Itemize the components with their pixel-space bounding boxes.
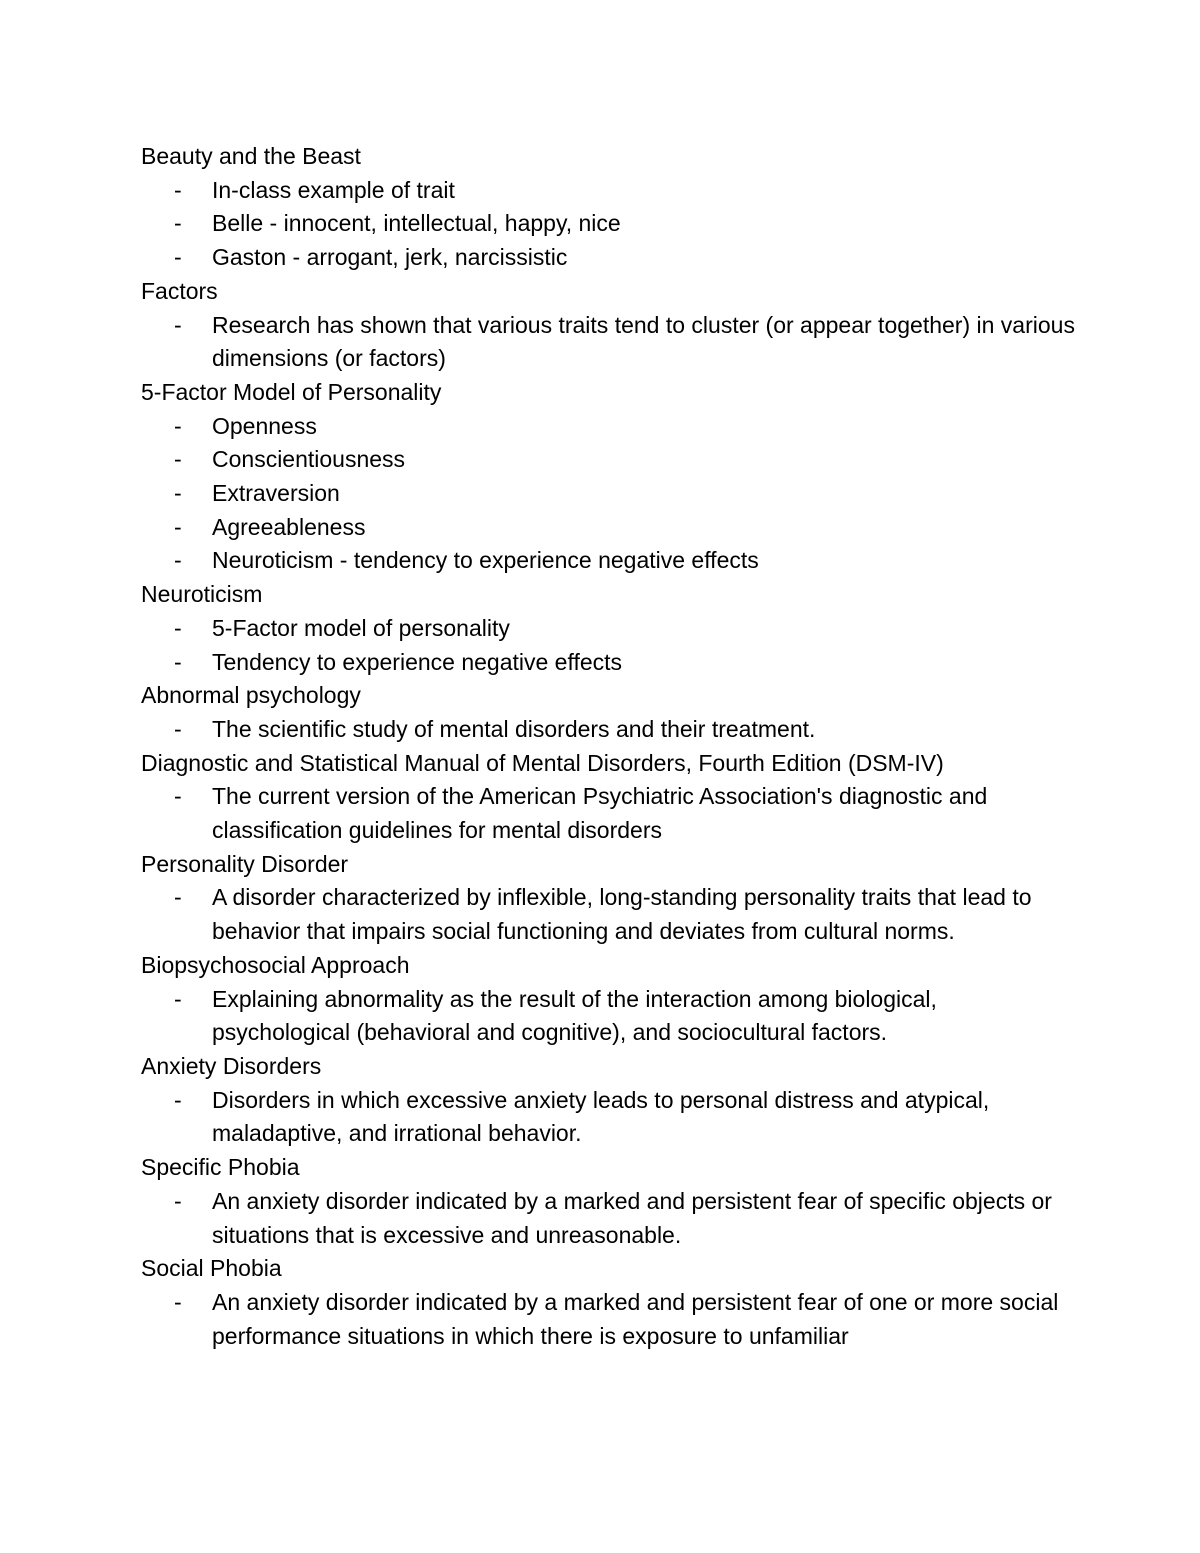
bullet-item [141, 983, 1081, 1050]
section-heading: Diagnostic and Statistical Manual of Mental Disorders, Fourth Edition (DSM-IV) [141, 749, 944, 776]
dash-bullet-icon: - [174, 547, 182, 574]
bullet-text: Conscientiousness [212, 446, 406, 473]
bullet-list [141, 410, 1081, 579]
bullet-item [141, 713, 1081, 747]
dash-bullet-icon: - [174, 1288, 182, 1315]
bullet-item [141, 881, 1081, 948]
section-heading: Anxiety Disorders [141, 1052, 322, 1079]
bullet-item [141, 443, 1081, 477]
bullet-item [141, 410, 1081, 444]
bullet-text: Explaining abnormality as the result of the interaction among biological, psychological (behavioral and cognitive), and sociocultural factors. [212, 985, 937, 1046]
bullet-list [141, 1286, 1081, 1353]
dash-bullet-icon: - [174, 783, 182, 810]
note-section [141, 1050, 1081, 1151]
bullet-text: Tendency to experience negative effects [212, 648, 623, 675]
section-heading: Biopsychosocial Approach [141, 951, 410, 978]
section-heading: Abnormal psychology [141, 682, 361, 709]
note-section [141, 747, 1081, 848]
dash-bullet-icon: - [174, 1187, 182, 1214]
bullet-list [141, 1084, 1081, 1151]
note-section [141, 275, 1081, 376]
bullet-list [141, 881, 1081, 948]
dash-bullet-icon: - [174, 446, 182, 473]
dash-bullet-icon: - [174, 1086, 182, 1113]
note-section [141, 679, 1081, 746]
bullet-item [141, 544, 1081, 578]
bullet-text: An anxiety disorder indicated by a marked and persistent fear of specific objects or situations that is excessive and unreasonable. [212, 1187, 1052, 1248]
section-heading: 5-Factor Model of Personality [141, 378, 442, 405]
bullet-item [141, 309, 1081, 376]
note-section [141, 949, 1081, 1050]
note-section [141, 578, 1081, 679]
bullet-item [141, 207, 1081, 241]
bullet-text: Disorders in which excessive anxiety leads to personal distress and atypical, maladaptive, and irrational behavior. [212, 1086, 990, 1147]
dash-bullet-icon: - [174, 244, 182, 271]
section-heading: Social Phobia [141, 1255, 282, 1282]
bullet-text: Agreeableness [212, 513, 366, 540]
bullet-item [141, 511, 1081, 545]
section-heading: Personality Disorder [141, 850, 349, 877]
section-heading: Beauty and the Beast [141, 143, 361, 169]
dash-bullet-icon: - [174, 513, 182, 540]
notes-body [141, 140, 1081, 1353]
section-heading: Specific Phobia [141, 1154, 300, 1181]
dash-bullet-icon: - [174, 715, 182, 742]
bullet-text: An anxiety disorder indicated by a marked and persistent fear of one or more social performance situations in which there is exposure to unfamiliar [212, 1288, 1059, 1349]
bullet-text: Research has shown that various traits tend to cluster (or appear together) in various dimensions (or factors) [212, 311, 1075, 372]
dash-bullet-icon: - [174, 884, 182, 911]
dash-bullet-icon: - [174, 480, 182, 507]
dash-bullet-icon: - [174, 210, 182, 237]
section-heading: Factors [141, 277, 218, 304]
bullet-item [141, 646, 1081, 680]
bullet-item [141, 1084, 1081, 1151]
note-section [141, 376, 1081, 578]
bullet-text: Gaston - arrogant, jerk, narcissistic [212, 244, 568, 271]
note-section [141, 848, 1081, 949]
bullet-list [141, 309, 1081, 376]
bullet-item [141, 1185, 1081, 1252]
bullet-text: A disorder characterized by inflexible, long-standing personality traits that lead to behavior that impairs social functioning and deviates from cultural norms. [212, 884, 1032, 945]
dash-bullet-icon: - [174, 311, 182, 338]
bullet-list [141, 983, 1081, 1050]
bullet-text: Neuroticism - tendency to experience negative effects [212, 547, 759, 574]
note-section [141, 1252, 1081, 1353]
bullet-text: Openness [212, 412, 317, 439]
bullet-list [141, 174, 1081, 275]
bullet-text: 5-Factor model of personality [212, 614, 510, 641]
dash-bullet-icon: - [174, 412, 182, 439]
bullet-list [141, 1185, 1081, 1252]
note-section [141, 140, 1081, 275]
bullet-item [141, 1286, 1081, 1353]
document-page [141, 140, 1081, 1353]
dash-bullet-icon: - [174, 614, 182, 641]
dash-bullet-icon: - [174, 648, 182, 675]
bullet-text: The scientific study of mental disorders and their treatment. [212, 715, 816, 742]
bullet-text: The current version of the American Psychiatric Association's diagnostic and classification guidelines for mental disorders [212, 783, 988, 844]
bullet-text: In-class example of trait [212, 176, 455, 203]
section-heading: Neuroticism [141, 581, 263, 608]
note-section [141, 1151, 1081, 1252]
bullet-item [141, 174, 1081, 208]
bullet-item [141, 612, 1081, 646]
bullet-item [141, 477, 1081, 511]
bullet-list [141, 612, 1081, 679]
bullet-text: Belle - innocent, intellectual, happy, nice [212, 210, 621, 237]
bullet-item [141, 780, 1081, 847]
dash-bullet-icon: - [174, 985, 182, 1012]
bullet-list [141, 780, 1081, 847]
bullet-item [141, 241, 1081, 275]
bullet-text: Extraversion [212, 480, 340, 507]
dash-bullet-icon: - [174, 176, 182, 203]
bullet-list [141, 713, 1081, 747]
